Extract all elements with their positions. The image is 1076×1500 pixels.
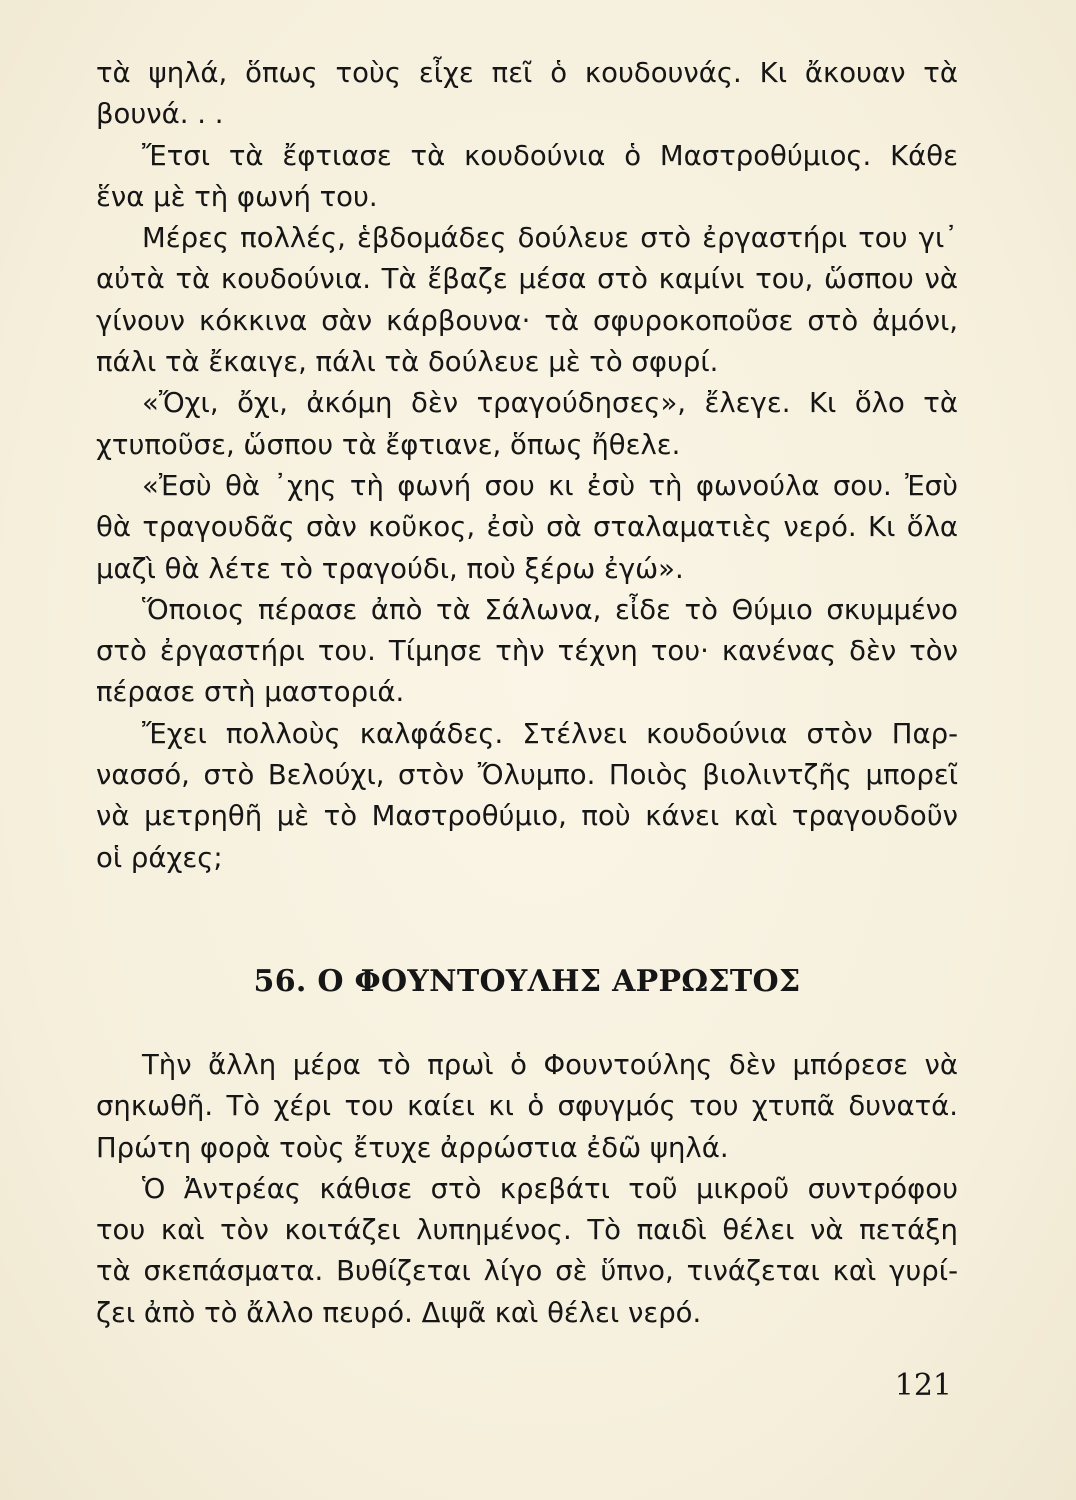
text-line: τὰ σκεπάσματα. Βυθίζεται λίγο σὲ ὕπνο, τινάζεται καὶ γυρί-	[96, 1255, 958, 1288]
text-line: Ἔτσι τὰ ἔφτιασε τὰ κουδούνια ὁ Μαστροθύμιος. Κάθε	[142, 139, 958, 172]
text-line: Ὁ Ἀντρέας κάθισε στὸ κρεβάτι τοῦ μικροῦ συντρόφου	[142, 1172, 958, 1205]
text-line: πάλι τὰ ἔκαιγε, πάλι τὰ δούλευε μὲ τὸ σφυρί.	[96, 346, 719, 379]
text-line: πέρασε στὴ μαστοριά.	[96, 676, 405, 709]
page-number: 121	[894, 1368, 952, 1403]
text-line: γίνουν κόκκινα σὰν κάρβουνα· τὰ σφυροκοποῦσε στὸ ἀμόνι,	[96, 304, 958, 337]
text-line: αὐτὰ τὰ κουδούνια. Τὰ ἔβαζε μέσα στὸ καμίνι του, ὥσπου νὰ	[96, 263, 958, 296]
text-block-chapter-56	[96, 1045, 958, 1334]
text-line: χτυποῦσε, ὥσπου τὰ ἔφτιανε, ὅπως ἤθελε.	[96, 428, 681, 461]
text-line: Τὴν ἄλλη μέρα τὸ πρωὶ ὁ Φουντούλης δὲν μπόρεσε νὰ	[142, 1049, 958, 1081]
text-line: ἕνα μὲ τὴ φωνή του.	[96, 180, 378, 213]
text-line: νὰ μετρηθῆ μὲ τὸ Μαστροθύμιο, ποὺ κάνει καὶ τραγουδοῦν	[96, 800, 958, 833]
text-block-previous-chapter	[96, 53, 958, 879]
chapter-heading: 56. Ο ΦΟΥΝΤΟΥΛΗΣ ΑΡΡΩΣΤΟΣ	[253, 964, 801, 999]
text-line: Ἔχει πολλοὺς καλφάδες. Στέλνει κουδούνια στὸν Παρ-	[142, 717, 958, 750]
text-line: βουνά. . .	[96, 98, 224, 131]
text-line: ζει ἀπὸ τὸ ἄλλο πευρό. Διψᾶ καὶ θέλει νερό.	[96, 1296, 702, 1329]
text-line: Μέρες πολλές, ἑβδομάδες δούλευε στὸ ἐργαστήρι του γι᾽	[142, 222, 958, 255]
text-line: Ὅποιος πέρασε ἀπὸ τὰ Σάλωνα, εἶδε τὸ Θύμιο σκυμμένο	[142, 593, 958, 626]
text-line: στὸ ἐργαστήρι του. Τίμησε τὴν τέχνη του· κανένας δὲν τὸν	[96, 635, 958, 668]
text-line: Πρώτη φορὰ τοὺς ἔτυχε ἀρρώστια ἐδῶ ψηλά.	[96, 1131, 729, 1164]
text-line: «Ὄχι, ὄχι, ἀκόμη δὲν τραγούδησες», ἔλεγε. Κι ὅλο τὰ	[142, 387, 958, 420]
text-line: μαζὶ θὰ λέτε τὸ τραγούδι, ποὺ ξέρω ἐγώ».	[96, 552, 684, 585]
text-line: θὰ τραγουδᾶς σὰν κοῦκος, ἐσὺ σὰ σταλαματιὲς νερό. Κι ὅλα	[96, 511, 958, 544]
text-line: οἱ ράχες;	[96, 841, 223, 874]
text-line: νασσό, στὸ Βελούχι, στὸν Ὄλυμπο. Ποιὸς βιολιντζῆς μπορεῖ	[96, 759, 958, 792]
text-line: «Ἐσὺ θὰ ᾽χης τὴ φωνή σου κι ἐσὺ τὴ φωνούλα σου. Ἐσὺ	[142, 469, 958, 502]
text-line: του καὶ τὸν κοιτάζει λυπημένος. Τὸ παιδὶ θέλει νὰ πετάξη	[96, 1214, 958, 1247]
text-line: σηκωθῆ. Τὸ χέρι του καίει κι ὁ σφυγμός του χτυπᾶ δυνατά.	[96, 1090, 958, 1123]
text-line: τὰ ψηλά, ὅπως τοὺς εἶχε πεῖ ὁ κουδουνάς. Κι ἄκουαν τὰ	[96, 57, 958, 89]
